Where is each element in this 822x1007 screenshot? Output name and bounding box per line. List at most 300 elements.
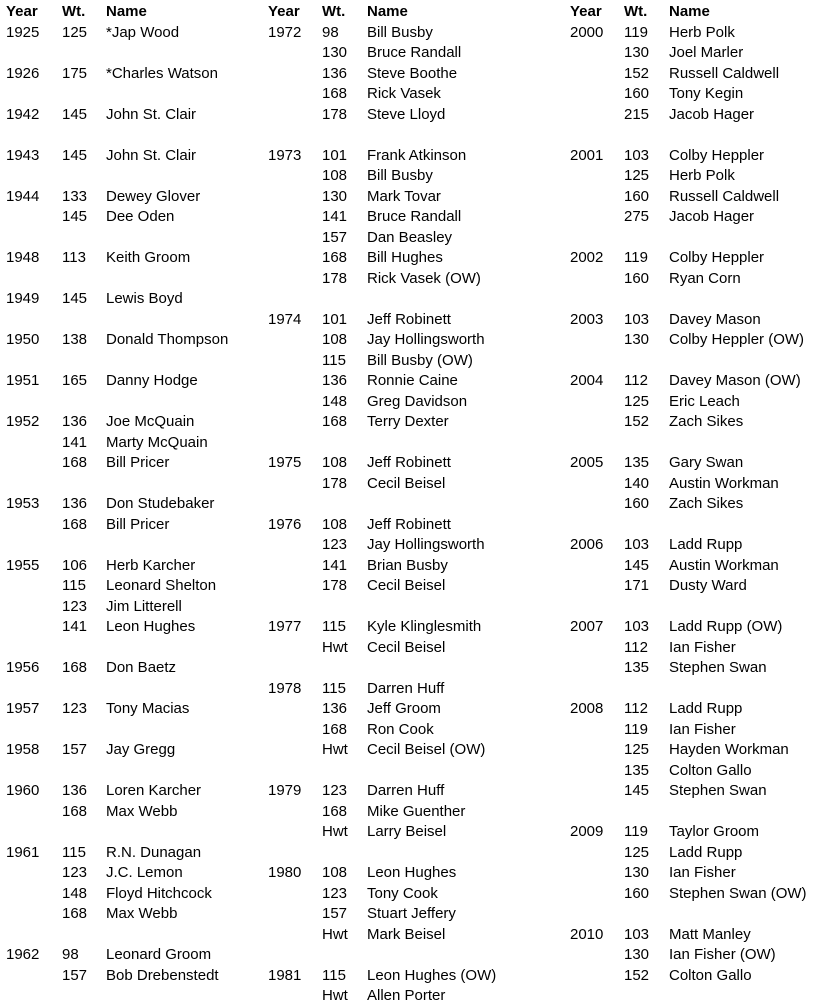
champion-weight: 108 (322, 167, 348, 184)
champion-row (564, 43, 822, 64)
champion-weight: Hwt (322, 741, 348, 758)
champion-name: Russell Caldwell (669, 187, 780, 205)
champion-year: 1926 (6, 64, 40, 82)
champion-weight: 135 (624, 659, 650, 676)
champion-name: Austin Workman (669, 474, 779, 492)
spacer-row (564, 597, 822, 618)
champion-name: Ladd Rupp (OW) (669, 618, 783, 635)
champion-weight: 130 (624, 864, 650, 881)
champion-name: Bruce Randall (367, 44, 462, 61)
champion-name: Darren Huff (367, 679, 445, 697)
champion-row (262, 822, 564, 843)
champion-row (262, 699, 564, 720)
champion-year: 2005 (570, 454, 604, 471)
champion-weight: 141 (322, 556, 348, 574)
champion-row (564, 556, 822, 577)
spacer-row (0, 474, 262, 495)
champion-row (564, 925, 822, 946)
champion-row (262, 884, 564, 905)
spacer-row (0, 822, 262, 843)
champion-weight: Hwt (322, 925, 348, 943)
champion-weight: 103 (624, 310, 650, 328)
champion-row (262, 453, 564, 474)
champion-weight: 98 (322, 23, 339, 41)
champion-name: Stephen Swan (669, 659, 767, 676)
spacer-row (0, 761, 262, 782)
champion-year: 2001 (570, 146, 604, 164)
spacer-row (0, 720, 262, 741)
header-year: Year (268, 3, 300, 20)
champion-row (0, 494, 262, 515)
champion-weight: 175 (62, 64, 88, 82)
champion-row (0, 740, 262, 761)
champion-name: Bill Busby (367, 23, 433, 41)
champion-weight: 130 (322, 187, 348, 205)
champion-year: 1955 (6, 556, 40, 574)
champion-weight: 152 (624, 966, 650, 984)
champion-row (564, 761, 822, 782)
champion-row (564, 330, 822, 351)
champion-name: Dewey Glover (106, 187, 201, 205)
champion-name: Ladd Rupp (669, 536, 743, 553)
champion-weight: 108 (322, 515, 348, 533)
champion-year: 1949 (6, 290, 40, 307)
champion-row (0, 146, 262, 167)
champion-name: Leonard Shelton (106, 577, 217, 594)
header-name: Name (367, 3, 408, 20)
champion-row (262, 310, 564, 331)
champion-name: Max Webb (106, 905, 178, 922)
champion-row (262, 146, 564, 167)
champion-row (564, 453, 822, 474)
champion-row (564, 863, 822, 884)
champion-weight: 141 (62, 433, 88, 451)
champion-weight: 123 (62, 864, 88, 881)
spacer-row (0, 925, 262, 946)
champion-weight: 123 (322, 884, 348, 902)
champion-row (262, 535, 564, 556)
champion-name: Stuart Jeffery (367, 905, 456, 922)
champion-row (564, 699, 822, 720)
champion-row (262, 412, 564, 433)
spacer-row (0, 310, 262, 331)
champion-row (0, 515, 262, 536)
spacer-row (262, 761, 564, 782)
champion-row (0, 453, 262, 474)
champion-weight: 135 (624, 454, 650, 471)
champion-row (262, 515, 564, 536)
champion-weight: 98 (62, 946, 79, 963)
champion-name: Colby Heppler (669, 146, 765, 164)
champion-row (0, 781, 262, 802)
champion-weight: 148 (62, 884, 88, 902)
champion-name: Ian Fisher (669, 638, 736, 656)
champion-row (0, 863, 262, 884)
spacer-row (0, 535, 262, 556)
champion-year: 1973 (268, 146, 302, 164)
champion-weight: 145 (62, 146, 88, 164)
champion-name: Jay Hollingsworth (367, 331, 485, 348)
champion-weight: 168 (62, 454, 88, 471)
champion-row (564, 412, 822, 433)
champion-year: 1952 (6, 413, 40, 430)
champion-year: 1958 (6, 741, 40, 758)
spacer-row (0, 269, 262, 290)
champion-row (0, 248, 262, 269)
champion-weight: 145 (624, 782, 650, 799)
champion-weight: 115 (62, 577, 86, 594)
champion-name: Steve Boothe (367, 64, 458, 82)
champion-name: Bruce Randall (367, 208, 462, 225)
champion-row (262, 556, 564, 577)
champion-weight: 130 (624, 331, 650, 348)
champion-weight: 103 (624, 618, 650, 635)
spacer-row (564, 802, 822, 823)
champion-weight: 275 (624, 208, 650, 225)
champion-row (0, 843, 262, 864)
champion-weight: 113 (62, 249, 86, 266)
champion-weight: 145 (62, 290, 88, 307)
champion-row (262, 617, 564, 638)
spacer-row (262, 597, 564, 618)
column-header-row (0, 2, 262, 23)
champion-year: 1956 (6, 659, 40, 676)
champion-name: Leon Hughes (106, 618, 196, 635)
champion-year: 1957 (6, 700, 40, 717)
spacer-row (564, 351, 822, 372)
champion-weight: 141 (62, 618, 88, 635)
champion-weight: 152 (624, 413, 650, 430)
champion-weight: 168 (62, 515, 88, 533)
champion-name: Frank Atkinson (367, 146, 467, 164)
spacer-row (262, 289, 564, 310)
champion-row (262, 863, 564, 884)
champion-year: 1942 (6, 105, 40, 123)
spacer-row (564, 125, 822, 146)
spacer-row (0, 351, 262, 372)
champion-weight: 119 (624, 720, 648, 738)
champion-row (262, 248, 564, 269)
champion-weight: Hwt (322, 823, 348, 840)
champion-name: Zach Sikes (669, 413, 744, 430)
champion-name: Joel Marler (669, 44, 744, 61)
champion-row (564, 740, 822, 761)
champion-row (262, 576, 564, 597)
champion-name: Keith Groom (106, 249, 191, 266)
champion-row (564, 966, 822, 987)
champion-row (262, 925, 564, 946)
champion-row (564, 781, 822, 802)
champion-row (0, 371, 262, 392)
champion-row (0, 330, 262, 351)
champion-year: 1960 (6, 782, 40, 799)
champion-weight: Hwt (322, 638, 348, 656)
champion-year: 2010 (570, 925, 604, 943)
champion-weight: 160 (624, 85, 650, 102)
champion-weight: 160 (624, 269, 650, 287)
champion-name: Colton Gallo (669, 761, 752, 779)
champion-weight: 125 (624, 843, 650, 861)
champion-weight: 168 (322, 413, 348, 430)
champion-weight: 160 (624, 884, 650, 902)
champion-name: Floyd Hitchcock (106, 884, 212, 902)
header-weight: Wt. (322, 3, 346, 20)
champion-row (564, 269, 822, 290)
champion-name: Donald Thompson (106, 331, 229, 348)
champion-row (564, 166, 822, 187)
champion-name: Danny Hodge (106, 372, 198, 389)
champion-weight: 136 (62, 782, 88, 799)
champion-weight: 168 (322, 802, 348, 820)
champion-weight: 133 (62, 187, 88, 205)
champion-name: Rick Vasek (OW) (367, 269, 481, 287)
champion-name: Bill Hughes (367, 249, 443, 266)
champion-weight: 115 (322, 351, 346, 369)
champion-row (0, 597, 262, 618)
champion-row (262, 371, 564, 392)
champion-year: 1978 (268, 679, 302, 697)
champion-weight: 160 (624, 187, 650, 205)
champion-row (262, 23, 564, 44)
champion-name: Ian Fisher (OW) (669, 946, 776, 963)
champion-weight: 125 (62, 23, 88, 41)
champion-weight: 125 (624, 741, 650, 758)
champion-row (262, 207, 564, 228)
champion-weight: 148 (322, 392, 348, 410)
champion-year: 2003 (570, 310, 604, 328)
champion-name: Rick Vasek (367, 85, 441, 102)
champion-row (0, 556, 262, 577)
champion-weight: 157 (62, 741, 88, 758)
champions-column-1 (0, 0, 262, 984)
champion-row (564, 617, 822, 638)
champion-row (0, 966, 262, 987)
champion-weight: 145 (62, 208, 88, 225)
champion-name: Mike Guenther (367, 802, 466, 820)
champion-row (564, 945, 822, 966)
champion-name: Joe McQuain (106, 413, 195, 430)
champion-year: 1961 (6, 843, 40, 861)
champion-weight: 178 (322, 269, 348, 287)
champion-name: Larry Beisel (367, 823, 447, 840)
header-weight: Wt. (624, 3, 648, 20)
champion-name: Dusty Ward (669, 577, 747, 594)
champion-weight: 136 (322, 372, 348, 389)
champion-weight: 123 (62, 597, 88, 615)
champion-row (262, 986, 564, 1007)
champion-row (564, 822, 822, 843)
champion-year: 1951 (6, 372, 40, 389)
champion-row (564, 474, 822, 495)
champion-weight: 103 (624, 536, 650, 553)
champion-weight: 136 (62, 495, 88, 512)
header-weight: Wt. (62, 3, 86, 20)
spacer-row (262, 433, 564, 454)
champion-weight: 215 (624, 105, 650, 123)
spacer-row (262, 658, 564, 679)
champion-row (0, 699, 262, 720)
champion-year: 1976 (268, 515, 302, 533)
champion-name: Bill Pricer (106, 515, 170, 533)
spacer-row (0, 228, 262, 249)
champion-name: Davey Mason (669, 310, 761, 328)
champion-name: Leon Hughes (OW) (367, 966, 497, 984)
champion-weight: 157 (322, 228, 348, 246)
champion-name: Tony Kegin (669, 85, 744, 102)
champion-weight: 119 (624, 249, 648, 266)
champion-name: Matt Manley (669, 925, 751, 943)
champion-name: Bob Drebenstedt (106, 966, 219, 984)
champion-weight: 130 (322, 44, 348, 61)
champion-row (262, 105, 564, 126)
champion-weight: 115 (322, 618, 346, 635)
champion-name: Lewis Boyd (106, 290, 183, 307)
champion-weight: 103 (624, 925, 650, 943)
champion-name: Austin Workman (669, 556, 779, 574)
spacer-row (0, 679, 262, 700)
champion-name: Cecil Beisel (367, 577, 446, 594)
spacer-row (262, 945, 564, 966)
spacer-row (564, 433, 822, 454)
champion-name: Bill Busby (367, 167, 433, 184)
champion-name: Allen Porter (367, 987, 446, 1004)
champion-row (0, 576, 262, 597)
champion-name: Jeff Robinett (367, 454, 451, 471)
champion-name: Cecil Beisel (367, 638, 446, 656)
champion-year: 1943 (6, 146, 40, 164)
champion-name: Eric Leach (669, 392, 740, 410)
champion-row (262, 904, 564, 925)
champion-name: Cecil Beisel (367, 474, 446, 492)
champion-name: Jim Litterell (106, 597, 182, 615)
champion-name: Colton Gallo (669, 966, 752, 984)
champion-weight: 103 (624, 146, 650, 164)
champion-row (0, 412, 262, 433)
champion-year: 1962 (6, 946, 40, 963)
champion-name: Herb Polk (669, 167, 735, 184)
champion-weight: 145 (624, 556, 650, 574)
champion-weight: 168 (322, 720, 348, 738)
champion-name: Cecil Beisel (OW) (367, 741, 486, 758)
champions-column-3 (564, 0, 822, 984)
champion-name: Jeff Robinett (367, 310, 451, 328)
champion-weight: 108 (322, 454, 348, 471)
champion-weight: 136 (62, 413, 88, 430)
champion-weight: 136 (322, 700, 348, 717)
champion-row (564, 884, 822, 905)
champion-weight: 145 (62, 105, 88, 123)
champion-name: Jay Hollingsworth (367, 536, 485, 553)
champion-row (0, 289, 262, 310)
champion-year: 1950 (6, 331, 40, 348)
champion-name: Steve Lloyd (367, 105, 446, 123)
champion-weight: 136 (322, 64, 348, 82)
champion-weight: 171 (624, 577, 650, 594)
spacer-row (564, 679, 822, 700)
champion-name: Brian Busby (367, 556, 448, 574)
champion-row (262, 43, 564, 64)
champion-row (564, 494, 822, 515)
spacer-row (0, 392, 262, 413)
champion-row (0, 105, 262, 126)
champion-row (0, 207, 262, 228)
champion-row (564, 105, 822, 126)
champion-name: Ladd Rupp (669, 700, 743, 717)
champion-weight: 130 (624, 946, 650, 963)
champion-row (564, 658, 822, 679)
champion-name: Loren Karcher (106, 782, 202, 799)
champion-weight: 178 (322, 474, 348, 492)
champion-weight: 115 (322, 966, 346, 984)
spacer-row (564, 289, 822, 310)
champion-weight: 152 (624, 64, 650, 82)
champion-name: Jeff Robinett (367, 515, 451, 533)
champion-name: Ron Cook (367, 720, 434, 738)
champion-year: 1979 (268, 782, 302, 799)
champion-name: Gary Swan (669, 454, 744, 471)
spacer-row (564, 904, 822, 925)
champion-name: John St. Clair (106, 105, 197, 123)
champion-name: Darren Huff (367, 782, 445, 799)
champion-name: Jeff Groom (367, 700, 441, 717)
champion-name: Stephen Swan (OW) (669, 884, 807, 902)
champion-row (262, 330, 564, 351)
champion-year: 2004 (570, 372, 604, 389)
champion-year: 2009 (570, 823, 604, 840)
champion-name: *Charles Watson (106, 64, 218, 82)
champion-row (262, 781, 564, 802)
champion-name: Mark Beisel (367, 925, 446, 943)
champion-weight: 157 (322, 905, 348, 922)
champion-weight: Hwt (322, 987, 348, 1004)
champion-weight: 168 (322, 249, 348, 266)
spacer-row (564, 515, 822, 536)
champion-year: 2000 (570, 23, 604, 41)
champion-name: *Jap Wood (106, 23, 180, 41)
champion-name: Taylor Groom (669, 823, 760, 840)
champion-weight: 112 (624, 700, 648, 717)
champion-row (262, 474, 564, 495)
champion-name: Tony Macias (106, 700, 190, 717)
column-header-row (564, 2, 822, 23)
champion-weight: 106 (62, 556, 88, 574)
spacer-row (0, 125, 262, 146)
champion-row (564, 638, 822, 659)
champion-row (262, 351, 564, 372)
champion-name: Jacob Hager (669, 105, 755, 123)
champion-weight: 112 (624, 372, 648, 389)
champion-name: Colby Heppler (OW) (669, 331, 805, 348)
champion-year: 1977 (268, 618, 302, 635)
champion-weight: 119 (624, 823, 648, 840)
champion-weight: 178 (322, 105, 348, 123)
champion-row (564, 84, 822, 105)
header-name: Name (669, 3, 710, 20)
champion-weight: 157 (62, 966, 88, 984)
champion-row (262, 638, 564, 659)
spacer-row (262, 843, 564, 864)
champion-year: 1975 (268, 454, 302, 471)
champion-weight: 119 (624, 23, 648, 41)
champion-year: 1981 (268, 966, 302, 984)
champion-weight: 123 (322, 536, 348, 553)
champion-weight: 130 (624, 44, 650, 61)
champion-name: Max Webb (106, 802, 178, 820)
champion-weight: 165 (62, 372, 88, 389)
champion-row (0, 433, 262, 454)
champion-row (564, 576, 822, 597)
champion-name: Ian Fisher (669, 720, 736, 738)
